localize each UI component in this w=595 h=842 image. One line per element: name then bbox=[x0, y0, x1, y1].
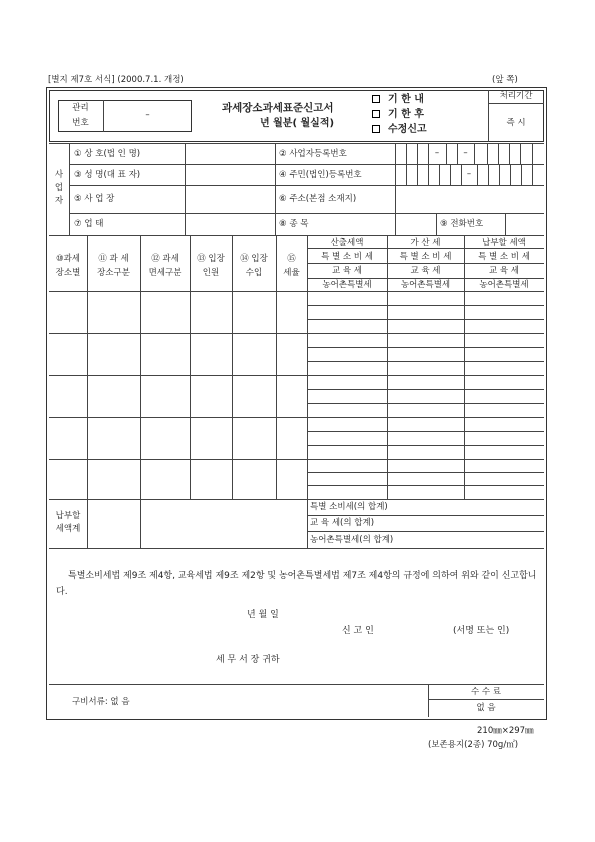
tax-row-rural-1: 농어촌특별세 bbox=[322, 280, 372, 290]
tax-row-edu-2: 교 육 세 bbox=[410, 266, 441, 276]
mgmt-label: 관리 bbox=[72, 103, 89, 113]
form-subtitle: 년 월분( 월실적) bbox=[260, 118, 335, 129]
paper-type: (보존용지(2종) 70g/㎡) bbox=[428, 740, 519, 750]
check-on-time[interactable]: 기 한 내 bbox=[372, 95, 424, 105]
group-payable-tax: 납부할 세액 bbox=[482, 238, 526, 248]
total-special-tax: 특별 소비세(의 합계) bbox=[310, 502, 388, 512]
checkbox-icon[interactable] bbox=[372, 125, 380, 133]
total-label-1: 납부할 bbox=[55, 511, 81, 521]
resident-dash: – bbox=[466, 169, 472, 179]
col-h13-2: 인원 bbox=[202, 268, 220, 278]
group-penalty-tax: 가 산 세 bbox=[410, 238, 441, 248]
field-business-reg-no: ② 사업자등록번호 bbox=[279, 149, 347, 159]
reg-dash-2: – bbox=[463, 148, 468, 158]
field-workplace: ⑤ 사 업 장 bbox=[74, 194, 115, 204]
tax-row-special-2: 특 별 소 비 세 bbox=[399, 252, 452, 262]
field-resident-reg-no: ④ 주민(법인)등록번호 bbox=[279, 170, 362, 180]
reg-dash: – bbox=[434, 148, 440, 158]
total-rural-tax: 농어촌특별세(의 합계) bbox=[310, 535, 394, 545]
col-h15-2: 세율 bbox=[283, 268, 300, 278]
field-business-item: ⑧ 종 목 bbox=[279, 219, 309, 229]
business-side-label-2: 업 bbox=[54, 183, 64, 193]
processing-label: 처리기간 bbox=[499, 91, 533, 101]
col-h10-1: ⑩과세 bbox=[55, 254, 81, 264]
field-address: ⑥ 주소(본점 소재지) bbox=[279, 194, 357, 204]
form-number: [별지 제7호 서식] (2000.7.1. 개정) bbox=[48, 75, 184, 85]
attachments: 구비서류: 없 음 bbox=[72, 697, 130, 707]
page-side: (앞 쪽) bbox=[492, 75, 518, 85]
business-side-label-1: 사 bbox=[54, 170, 64, 180]
declaration-reporter: 신 고 인 bbox=[342, 626, 374, 636]
col-h10-2: 장소별 bbox=[55, 268, 81, 278]
field-company-name: ① 상 호(법 인 명) bbox=[74, 149, 141, 159]
fee-label: 수 수 료 bbox=[470, 687, 502, 697]
fee-value: 없 음 bbox=[476, 703, 496, 713]
tax-row-edu-3: 교 육 세 bbox=[488, 266, 520, 276]
col-h13-1: ⑬ 입장 bbox=[197, 254, 225, 264]
field-phone: ⑨ 전화번호 bbox=[440, 219, 484, 229]
total-education-tax: 교 육 세(의 합계) bbox=[310, 518, 375, 528]
tax-row-rural-3: 농어촌특별세 bbox=[479, 280, 529, 290]
group-computed-tax: 산출세액 bbox=[330, 238, 364, 248]
declaration-sign: (서명 또는 인) bbox=[453, 626, 510, 636]
form-title: 과세장소과세표준신고서 bbox=[222, 102, 334, 114]
col-h14-2: 수입 bbox=[245, 268, 263, 278]
col-h11-1: ⑪ 과 세 bbox=[98, 254, 129, 264]
mgmt-dash: – bbox=[145, 110, 150, 120]
col-h11-2: 장소구분 bbox=[97, 268, 130, 278]
declaration-date: 년 월 일 bbox=[247, 610, 279, 620]
check-late[interactable]: 기 한 후 bbox=[372, 110, 424, 120]
tax-row-rural-2: 농어촌특별세 bbox=[400, 280, 451, 290]
check-amend[interactable]: 수정신고 bbox=[372, 125, 427, 135]
checkbox-icon[interactable] bbox=[372, 110, 380, 118]
tax-row-edu-1: 교 육 세 bbox=[331, 266, 363, 276]
col-h15-1: ⑮ bbox=[287, 254, 296, 264]
mgmt-label-2: 번호 bbox=[72, 118, 89, 128]
col-h14-1: ⑭ 입장 bbox=[240, 254, 268, 264]
business-side-label-3: 자 bbox=[54, 196, 64, 206]
col-h12-2: 면세구분 bbox=[148, 268, 182, 278]
processing-value: 즉 시 bbox=[506, 118, 526, 128]
col-h12-1: ⑫ 과세 bbox=[151, 254, 179, 264]
tax-row-special-1: 특 별 소 비 세 bbox=[321, 252, 373, 262]
paper-size: 210㎜×297㎜ bbox=[477, 726, 534, 736]
checkbox-icon[interactable] bbox=[372, 95, 380, 103]
field-representative: ③ 성 명(대 표 자) bbox=[74, 170, 141, 180]
tax-office: 세 무 서 장 귀하 bbox=[216, 655, 280, 665]
declaration-text: 특별소비세법 제9조 제4항, 교육세법 제9조 제2항 및 농어촌특별세법 제7조 제4항의 규정에 의하여 위와 같이 신고합니다. bbox=[56, 571, 537, 597]
tax-row-special-3: 특 별 소 비 세 bbox=[478, 252, 530, 262]
total-label-2: 세액계 bbox=[55, 524, 81, 534]
field-business-type: ⑦ 업 태 bbox=[74, 219, 104, 229]
